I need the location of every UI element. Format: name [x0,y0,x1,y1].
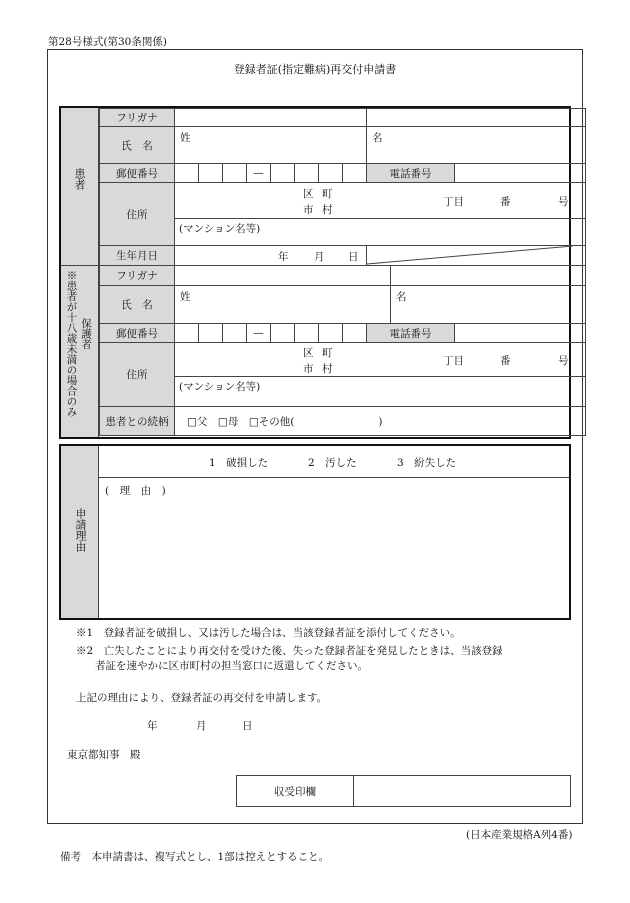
guardian-sei-furigana-field[interactable] [175,266,391,286]
date-month: 月 [196,720,207,732]
patient-ban: 番 [500,196,511,208]
patient-birth-day: 日 [348,251,359,263]
date-day: 日 [242,720,253,732]
guardian-postal-digit[interactable] [271,324,295,343]
guardian-postal-label: 郵便番号 [100,324,175,343]
patient-phone-label: 電話番号 [367,164,455,183]
patient-name-label: 氏 名 [100,127,175,164]
patient-ku: 区 [303,188,314,200]
patient-postal-digit[interactable] [223,164,247,183]
guardian-address-field[interactable] [175,343,586,377]
reason-text-area[interactable] [99,478,569,618]
patient-chome: 丁目 [443,196,464,208]
form-title: 登録者証(指定難病)再交付申請書 [233,63,397,76]
patient-sei-furigana-field[interactable] [175,109,367,127]
reason-option-damaged[interactable]: 1 破損した [209,457,269,469]
guardian-mura: 村 [322,363,333,375]
guardian-section-label: 保護者 [80,318,92,350]
patient-go: 号 [558,196,569,208]
patient-birth-void [367,246,586,266]
note-1: ※1 登録者証を破損し、又は汚した場合は、当該登録者証を添付してください。 [76,627,461,639]
patient-furigana-label: フリガナ [100,109,175,127]
patient-postal-label: 郵便番号 [100,164,175,183]
guardian-sei-field[interactable] [175,286,391,324]
guardian-condition-label: ※患者が十八歳未満の場合のみ [65,270,78,417]
patient-postal-digit[interactable] [295,164,319,183]
patient-section-cell [61,108,99,265]
guardian-shi: 市 [303,363,314,375]
stamp-table [236,775,571,807]
addressee: 東京都知事 殿 [67,749,141,761]
patient-mura: 村 [322,204,333,216]
guardian-postal-digit[interactable] [175,324,199,343]
patient-mei-field[interactable] [367,127,586,164]
guardian-phone-label: 電話番号 [367,324,455,343]
guardian-name-label: 氏 名 [100,286,175,324]
patient-postal-digit[interactable] [175,164,199,183]
guardian-relation-label: 患者との続柄 [100,407,175,436]
reason-option-lost[interactable]: 3 紛失した [397,457,457,469]
patient-phone-field[interactable] [455,164,586,183]
note-2-line-2: 者証を速やかに区市町村の担当窓口に返還してください。 [95,660,368,672]
guardian-mei-field[interactable] [391,286,586,324]
reason-option-soiled[interactable]: 2 汚した [308,457,357,469]
guardian-table [99,265,586,436]
patient-birth-label: 生年月日 [100,246,175,266]
patient-postal-digit[interactable] [199,164,223,183]
patient-birth-year: 年 [278,251,289,263]
stamp-field[interactable] [354,776,571,807]
patient-table [99,108,586,266]
guardian-ku: 区 [303,347,314,359]
guardian-relation-options: □父 □母 □その他( ) [187,415,383,428]
patient-section-label: 患者 [73,168,86,190]
guardian-postal-dash: — [247,324,271,343]
guardian-furigana-label: フリガナ [100,266,175,286]
stamp-label: 収受印欄 [237,776,354,807]
note-2-line-1: ※2 亡失したことにより再交付を受けた後、失った登録者証を発見したときは、当該登録 [76,645,503,657]
patient-postal-digit[interactable] [271,164,295,183]
guardian-postal-digit[interactable] [319,324,343,343]
guardian-mei-furigana-field[interactable] [391,266,586,286]
guardian-postal-digit[interactable] [295,324,319,343]
guardian-mei-label: 名 [396,291,407,303]
patient-mansion-label: (マンション名等) [179,223,261,235]
patient-machi: 町 [322,188,333,200]
patient-sei-label: 姓 [180,132,191,144]
guardian-ban: 番 [500,355,511,367]
date-year: 年 [147,720,158,732]
guardian-section-cell [61,265,99,437]
reason-options-row [99,446,569,478]
guardian-mansion-field[interactable] [175,377,586,407]
guardian-mansion-label: (マンション名等) [179,381,261,393]
declaration: 上記の理由により、登録者証の再交付を申請します。 [76,692,328,704]
patient-mei-furigana-field[interactable] [367,109,586,127]
patient-birth-month: 月 [314,251,325,263]
diagonal-strike [367,246,573,265]
reason-label: ( 理 由 ) [105,485,166,497]
guardian-postal-digit[interactable] [199,324,223,343]
guardian-address-label: 住所 [100,343,175,407]
patient-postal-digit[interactable] [343,164,367,183]
paper-standard: (日本産業規格A列4番) [466,829,573,841]
reason-section-cell [61,446,99,618]
patient-mei-label: 名 [372,132,383,144]
patient-postal-dash: — [247,164,271,183]
reason-section-label: 申請理由 [74,508,87,552]
remark: 備考 本申請書は、複写式とし、1部は控えとすること。 [60,851,330,863]
patient-mansion-field[interactable] [175,219,586,246]
patient-postal-digit[interactable] [319,164,343,183]
guardian-phone-field[interactable] [455,324,586,343]
form-number: 第28号様式(第30条関係) [48,36,167,48]
patient-address-field[interactable] [175,183,586,219]
patient-address-label: 住所 [100,183,175,246]
guardian-chome: 丁目 [443,355,464,367]
guardian-machi: 町 [322,347,333,359]
guardian-sei-label: 姓 [180,291,191,303]
patient-shi: 市 [303,204,314,216]
patient-sei-field[interactable] [175,127,367,164]
guardian-go: 号 [558,355,569,367]
patient-birth-field[interactable] [175,246,367,266]
guardian-postal-digit[interactable] [343,324,367,343]
guardian-relation-field[interactable] [175,407,586,436]
guardian-postal-digit[interactable] [223,324,247,343]
